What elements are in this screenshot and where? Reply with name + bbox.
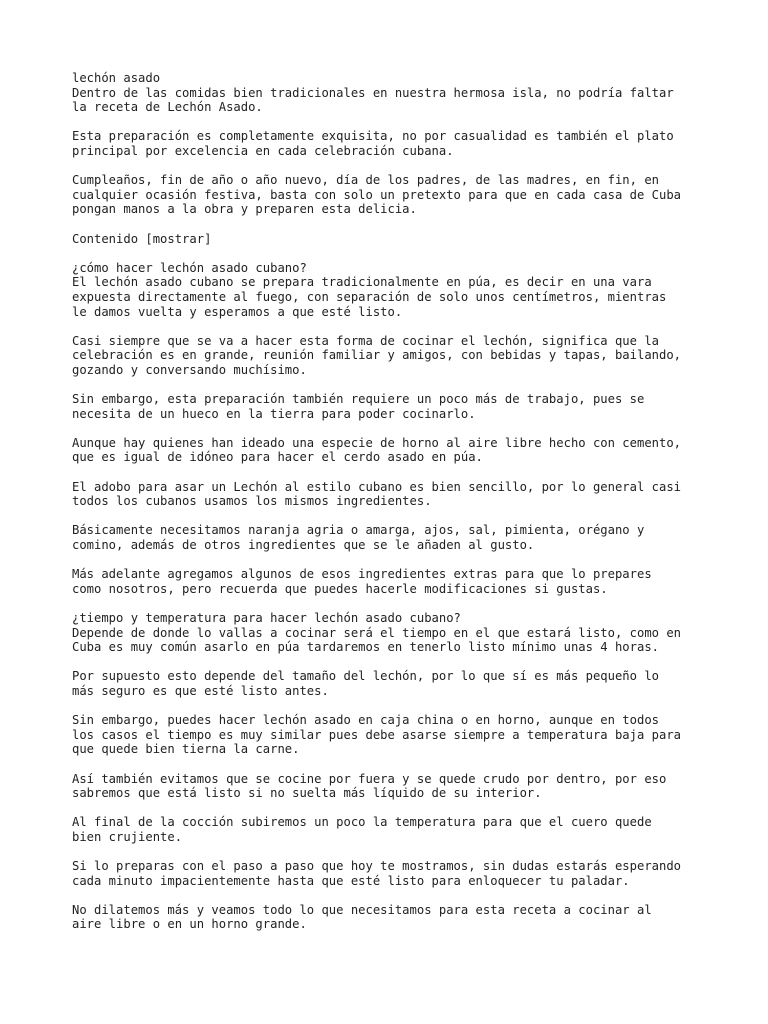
text-line: cada minuto impacientemente hasta que esté listo para enloquecer tu paladar.: [72, 873, 630, 888]
text-line: Esta preparación es completamente exquisita, no por casualidad es también el plato: [72, 129, 674, 144]
document-page: [72, 71, 712, 947]
text-line: expuesta directamente al fuego, con separación de solo unos centímetros, mientras: [72, 289, 667, 304]
text-line: sabremos que está listo si no suelta más líquido de su interior.: [72, 786, 542, 801]
paragraph: [72, 71, 712, 115]
paragraph: [72, 436, 712, 465]
paragraph: [72, 669, 712, 698]
text-line: bien crujiente.: [72, 829, 183, 844]
text-line: cualquier ocasión festiva, basta con solo un pretexto para que en cada casa de Cuba: [72, 187, 682, 202]
text-line: Sin embargo, puedes hacer lechón asado en caja china o en horno, aunque en todos: [72, 713, 659, 728]
text-line: Por supuesto esto depende del tamaño del lechón, por lo que sí es más pequeño lo: [72, 669, 659, 684]
paragraph: [72, 611, 712, 655]
text-line: ¿cómo hacer lechón asado cubano?: [72, 260, 307, 275]
text-line: necesita de un hueco en la tierra para poder cocinarlo.: [72, 406, 476, 421]
text-line: No dilatemos más y veamos todo lo que necesitamos para esta receta a cocinar al: [72, 902, 652, 917]
text-line: Cuba es muy común asarlo en púa tardaremos en tenerlo listo mínimo unas 4 horas.: [72, 640, 659, 655]
text-line: Dentro de las comidas bien tradicionales en nuestra hermosa isla, no podría faltar: [72, 85, 674, 100]
text-line: los casos el tiempo es muy similar pues debe asarse siempre a temperatura baja para: [72, 727, 682, 742]
paragraph: [72, 815, 712, 844]
text-line: Sin embargo, esta preparación también requiere un poco más de trabajo, pues se: [72, 392, 645, 407]
text-line: comino, además de otros ingredientes que se le añaden al gusto.: [72, 538, 535, 552]
paragraph: [72, 859, 712, 888]
text-line: Al final de la cocción subiremos un poco la temperatura para que el cuero quede: [72, 815, 652, 830]
paragraph: [72, 334, 712, 378]
paragraph: [72, 713, 712, 757]
text-line: lechón asado: [72, 71, 161, 85]
text-line: Cumpleaños, fin de año o año nuevo, día de los padres, de las madres, en fin, en: [72, 173, 659, 188]
text-line: aire libre o en un horno grande.: [72, 917, 307, 932]
text-line: más seguro es que esté listo antes.: [72, 683, 329, 698]
text-line: pongan manos a la obra y preparen esta delicia.: [72, 202, 417, 217]
text-line: Contenido [mostrar]: [72, 231, 212, 246]
paragraph: [72, 392, 712, 421]
text-line: la receta de Lechón Asado.: [72, 100, 263, 115]
text-line: como nosotros, pero recuerda que puedes hacerle modificaciones si gustas.: [72, 581, 608, 596]
text-line: Así también evitamos que se cocine por fuera y se quede crudo por dentro, por eso: [72, 771, 667, 786]
document-body: [72, 71, 712, 932]
text-line: Básicamente necesitamos naranja agria o amarga, ajos, sal, pimienta, orégano y: [72, 523, 645, 538]
text-line: El adobo para asar un Lechón al estilo cubano es bien sencillo, por lo general casi: [72, 479, 682, 494]
paragraph: [72, 567, 712, 596]
text-line: Aunque hay quienes han ideado una especie de horno al aire libre hecho con cemento,: [72, 435, 682, 450]
paragraph: [72, 261, 712, 319]
paragraph: [72, 772, 712, 801]
text-line: El lechón asado cubano se prepara tradicionalmente en púa, es decir en una vara: [72, 275, 652, 290]
paragraph: [72, 523, 712, 552]
text-line: le damos vuelta y esperamos a que esté listo.: [72, 304, 403, 319]
text-line: Casi siempre que se va a hacer esta forma de cocinar el lechón, significa que la: [72, 333, 659, 348]
paragraph: [72, 173, 712, 217]
text-line: Depende de donde lo vallas a cocinar será el tiempo en el que estará listo, como en: [72, 625, 682, 640]
paragraph: [72, 903, 712, 932]
text-line: Más adelante agregamos algunos de esos ingredientes extras para que lo prepares: [72, 567, 652, 582]
text-line: que quede bien tierna la carne.: [72, 742, 300, 757]
paragraph: [72, 232, 712, 247]
text-line: gozando y conversando muchísimo.: [72, 362, 307, 377]
text-line: ¿tiempo y temperatura para hacer lechón asado cubano?: [72, 610, 461, 625]
text-line: todos los cubanos usamos los mismos ingredientes.: [72, 494, 432, 509]
paragraph: [72, 480, 712, 509]
text-line: que es igual de idóneo para hacer el cerdo asado en púa.: [72, 450, 483, 465]
text-line: Si lo preparas con el paso a paso que hoy te mostramos, sin dudas estarás esperando: [72, 859, 682, 874]
text-line: principal por excelencia en cada celebración cubana.: [72, 143, 454, 158]
paragraph: [72, 129, 712, 158]
text-line: celebración es en grande, reunión familiar y amigos, con bebidas y tapas, bailando,: [72, 348, 682, 363]
